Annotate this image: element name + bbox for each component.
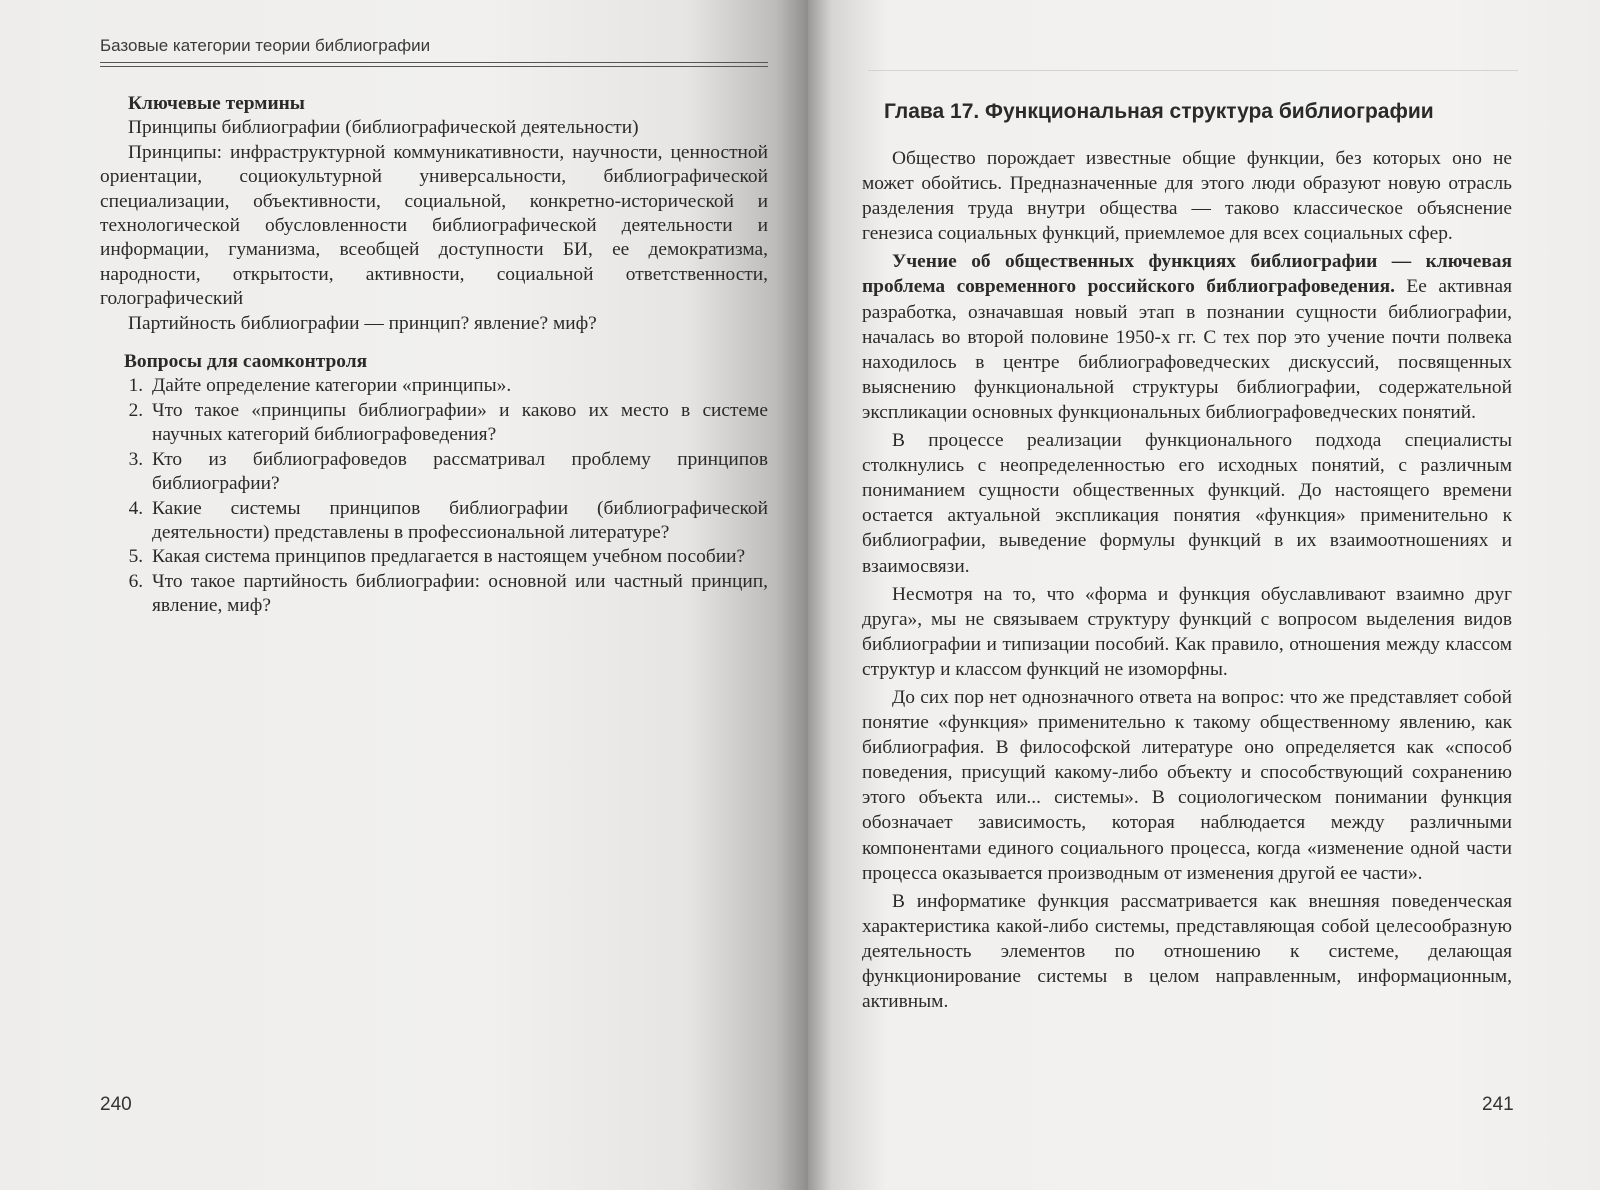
paragraph-text: Несмотря на то, что «форма и функция обуславливают взаимно друг друга», мы не связываем структуру функций с вопросом выделения видов библиографии и типизации пособий. Как правило, отношения между классом структур и классом функций не изоморфны. xyxy=(862,583,1512,680)
key-term: Принципы библиографии (библиографической деятельности) xyxy=(128,117,639,139)
question-item: 4. Какие системы принципов библиографии (библиографической деятельности) представлены в профессиональной литературе? xyxy=(148,497,768,546)
question-item: 2. Что такое «принципы библиографии» и каково их место в системе научных категорий библиографоведения? xyxy=(148,399,768,448)
key-term: Принципы: инфраструктурной коммуникативности, научности, ценностной ориентации, социокультурной универсальности, библиографической специализации, объективности, социальной, конкретно-исторической и технологической обусловленности библиографической деятельности и информации, гуманизма, всеобщей доступности БИ, ее демократизма, народности, открытости, активности, социальной ответственности, голографический xyxy=(100,141,768,310)
question-item: 1. Дайте определение категории «принципы». xyxy=(148,374,768,398)
running-head: Базовые категории теории библиографии xyxy=(100,36,431,55)
paragraph xyxy=(862,146,1512,246)
paragraph-text: В процессе реализации функционального подхода специалисты столкнулись с неопределенностью его исходных понятий, с различным пониманием сущности общественных функций. До настоящего времени остается актуальной экспликация понятия «функция» применительно к библиографии, выведение формулы функций в их взаимоотношениях и взаимосвязи. xyxy=(862,430,1512,577)
question-item: 6. Что такое партийность библиографии: основной или частный принцип, явление, миф? xyxy=(148,570,768,619)
questions-title: Вопросы для саомконтроля xyxy=(124,351,368,373)
question-item: 5. Какая система принципов предлагается в настоящем учебном пособии? xyxy=(148,545,768,569)
paragraph-text: Общество порождает известные общие функции, без которых оно не может обойтись. Предназначенные для этого люди образуют новую отрасль разделения труда внутри общества — таково классическое объяснение генезиса социальных функций, приемлемое для всех социальных сфер. xyxy=(862,148,1512,245)
paragraph xyxy=(862,685,1512,886)
question-item: 3. Кто из библиографоведов рассматривал проблему принципов библиографии? xyxy=(148,448,768,497)
left-page-body xyxy=(100,92,768,619)
right-page-body xyxy=(862,146,1512,1017)
header-rule-secondary xyxy=(100,66,768,67)
key-terms-title: Ключевые термины xyxy=(128,93,305,114)
paragraph-text: До сих пор нет однозначного ответа на вопрос: что же представляет собой понятие «функция» применительно к такому общественному явлению, как библиография. В философской литературе оно определяется как «способ поведения, присущий какому-либо объекту и способствующий сохранению этого объекта или... системы». В социологическом понимании функция обозначает зависимость, которая наблюдается между различными компонентами единого социального процесса, когда «изменение одной части процесса оказывается производным от изменения другой ее части». xyxy=(862,686,1512,884)
paragraph xyxy=(862,428,1512,579)
page-number-right: 241 xyxy=(1482,1094,1514,1115)
questions-list xyxy=(100,374,768,618)
paragraph-bold-lead: Учение об общественных функциях библиографии — ключевая проблема современного российского библиографоведения. xyxy=(862,251,1512,298)
header-rule-faint xyxy=(868,70,1518,71)
paragraph-text: Ее активная разработка, означавшая новый этап в познании сущности библиографии, началась во второй половине 1950-х гг. С тех пор это учение почти полвека находилось в центре библиографоведческих дискуссий, посвященных выяснению функциональной структуры библиографии, содержательной экспликации основных функциональных библиографоведческих понятий. xyxy=(862,276,1513,423)
paragraph xyxy=(862,582,1512,682)
key-term: Партийность библиографии — принцип? явление? миф? xyxy=(128,312,597,334)
chapter-title: Глава 17. Функциональная структура библиографии xyxy=(884,100,1434,123)
paragraph xyxy=(862,249,1512,425)
paragraph-text: В информатике функция рассматривается как внешняя поведенческая характеристика какой-либо системы, представляющая собой целесообразную деятельность элементов по отношению к системе, делающая функционирование системы в целом направленным, информационным, активным. xyxy=(862,890,1512,1013)
header-rule xyxy=(100,62,768,63)
page-number-left: 240 xyxy=(100,1094,132,1115)
paragraph xyxy=(862,889,1512,1014)
